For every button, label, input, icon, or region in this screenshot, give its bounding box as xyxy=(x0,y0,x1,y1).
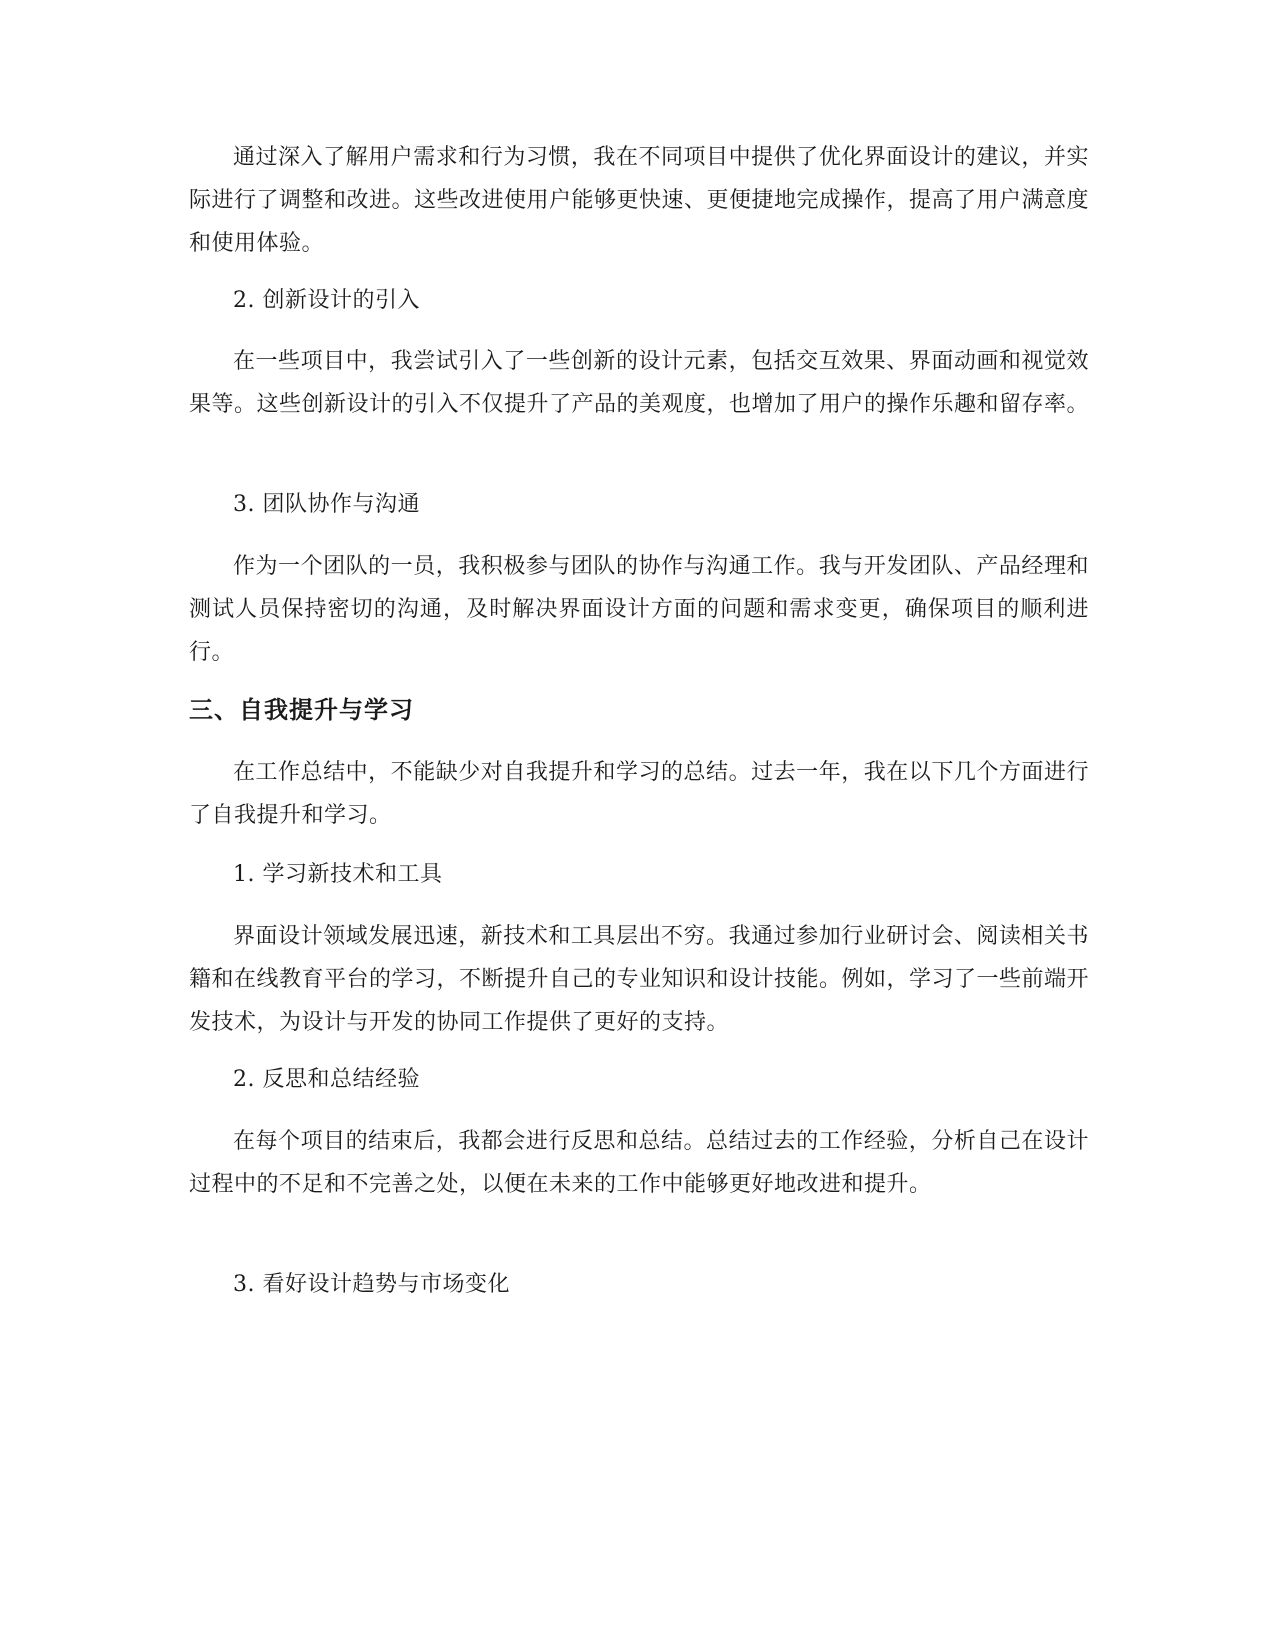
list-item-team-heading: 3. 团队协作与沟通 xyxy=(233,492,420,517)
paragraph-self-improvement-intro: 在工作总结中，不能缺少对自我提升和学习的总结。过去一年，我在以下几个方面进行了自我提升和学习。 xyxy=(189,760,1089,828)
paragraph-innovation: 在一些项目中，我尝试引入了一些创新的设计元素，包括交互效果、界面动画和视觉效果等。这些创新设计的引入不仅提升了产品的美观度，也增加了用户的操作乐趣和留存率。 xyxy=(189,349,1090,417)
section-heading-self-improvement: 三、自我提升与学习 xyxy=(189,696,414,724)
list-item-trend-heading: 3. 看好设计趋势与市场变化 xyxy=(233,1272,510,1297)
list-item-innovation-heading: 2. 创新设计的引入 xyxy=(233,288,420,313)
list-item-reflect-heading: 2. 反思和总结经验 xyxy=(233,1067,420,1092)
paragraph-team-collaboration: 作为一个团队的一员，我积极参与团队的协作与沟通工作。我与开发团队、产品经理和测试人员保持密切的沟通，及时解决界面设计方面的问题和需求变更，确保项目的顺利进行。 xyxy=(189,554,1089,665)
paragraph-reflection: 在每个项目的结束后，我都会进行反思和总结。总结过去的工作经验，分析自己在设计过程中的不足和不完善之处，以便在未来的工作中能够更好地改进和提升。 xyxy=(189,1129,1089,1197)
paragraph-learning: 界面设计领域发展迅速，新技术和工具层出不穷。我通过参加行业研讨会、阅读相关书籍和在线教育平台的学习，不断提升自己的专业知识和设计技能。例如，学习了一些前端开发技术，为设计与开发的协同工作提供了更好的支持。 xyxy=(189,924,1090,1035)
paragraph-ux-optimization: 通过深入了解用户需求和行为习惯，我在不同项目中提供了优化界面设计的建议，并实际进行了调整和改进。这些改进使用户能够更快速、更便捷地完成操作，提高了用户满意度和使用体验。 xyxy=(189,145,1090,256)
list-item-learn-heading: 1. 学习新技术和工具 xyxy=(233,862,443,887)
